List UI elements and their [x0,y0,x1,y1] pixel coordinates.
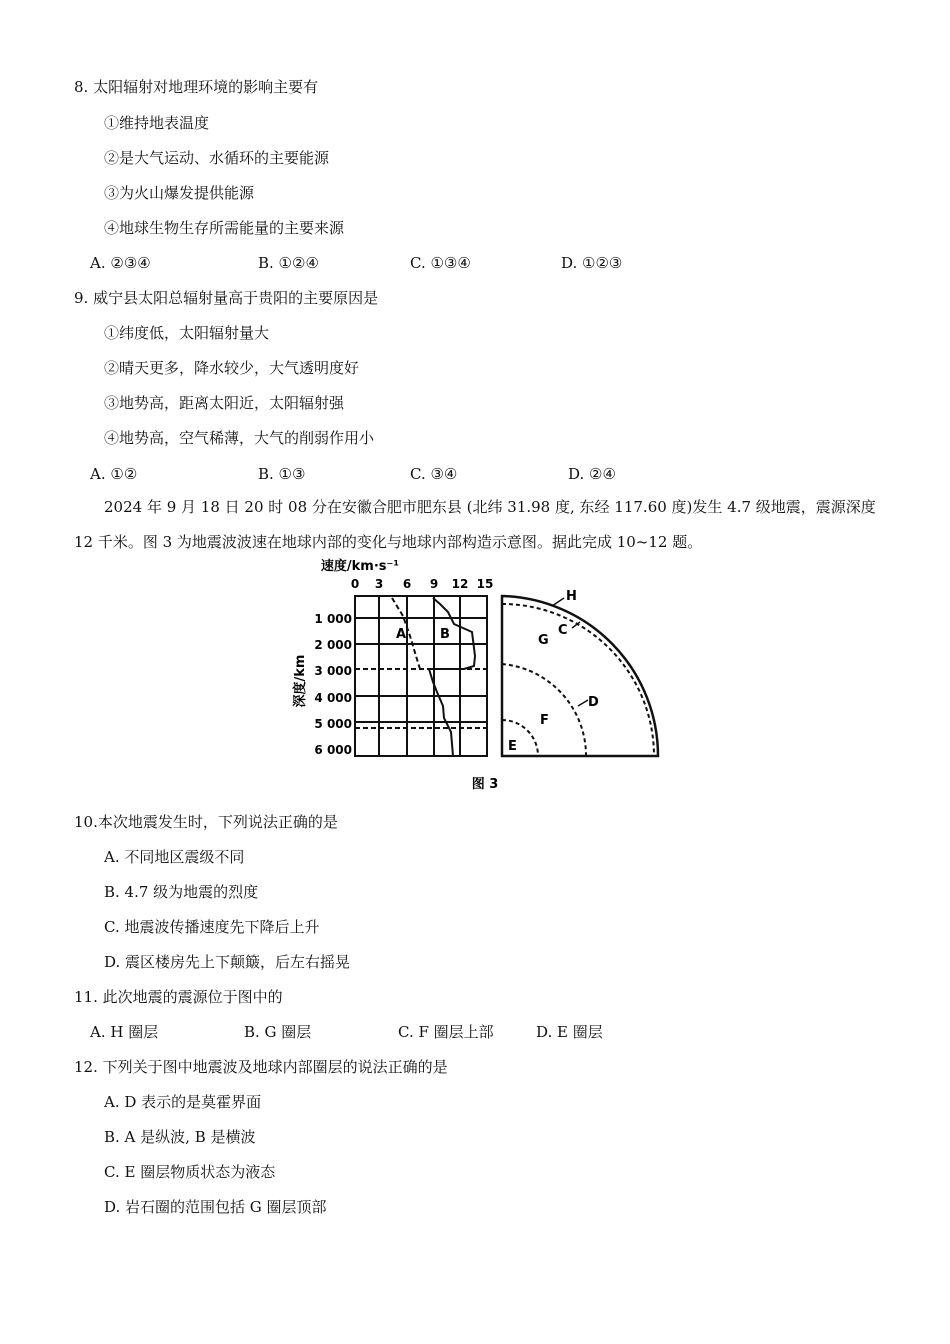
q8-option-a[interactable]: A. ②③④ [90,254,151,272]
q12-option-b[interactable]: B. A 是纵波, B 是横波 [104,1128,256,1146]
q9-option-c[interactable]: C. ③④ [410,465,458,483]
q9-stem: 9. 威宁县太阳总辐射量高于贵阳的主要原因是 [74,289,379,307]
q12-option-d[interactable]: D. 岩石圈的范围包括 G 圈层顶部 [104,1198,327,1216]
y-tick: 1 000 [314,612,352,626]
q9-option-d[interactable]: D. ②④ [568,465,616,483]
q9-item-1: ①纬度低，太阳辐射量大 [104,324,270,342]
y-tick: 2 000 [314,638,352,652]
y-axis-title: 深度/km [293,654,308,708]
layer-label-h: H [566,589,577,604]
q10-stem: 10.本次地震发生时，下列说法正确的是 [74,813,338,831]
moho-boundary [502,604,654,756]
layer-label-g: G [538,633,549,648]
q11-stem: 11. 此次地震的震源位于图中的 [74,988,283,1006]
x-tick: 9 [429,577,439,591]
y-tick: 5 000 [314,717,352,731]
wave-label-b: B [440,627,450,642]
q8-option-b[interactable]: B. ①②④ [258,254,319,272]
q8-item-4: ④地球生物生存所需能量的主要来源 [104,219,345,237]
x-tick: 15 [476,577,494,591]
y-tick: 6 000 [314,743,352,757]
x-tick: 0 [350,577,360,591]
q9-item-4: ④地势高，空气稀薄，大气的削弱作用小 [104,429,375,447]
q10-option-b[interactable]: B. 4.7 级为地震的烈度 [104,883,259,901]
q10-option-a[interactable]: A. 不同地区震级不同 [104,848,245,866]
y-tick: 3 000 [314,664,352,678]
q10-option-d[interactable]: D. 震区楼房先上下颠簸，后左右摇晃 [104,953,351,971]
figure-3 [290,556,670,796]
x-axis-title: 速度/km·s⁻¹ [320,559,400,574]
q12-option-c[interactable]: C. E 圈层物质状态为液态 [104,1163,276,1181]
figure-caption: 图 3 [471,777,499,792]
q8-item-2: ②是大气运动、水循环的主要能源 [104,149,330,167]
q11-option-a[interactable]: A. H 圈层 [90,1023,159,1041]
q10-option-c[interactable]: C. 地震波传播速度先下降后上升 [104,918,320,936]
layer-label-e: E [508,739,517,754]
q9-option-b[interactable]: B. ①③ [258,465,306,483]
layer-label-c: C [558,623,568,638]
q8-option-d[interactable]: D. ①②③ [561,254,623,272]
earth-quarter-outline [502,596,658,756]
q8-item-3: ③为火山爆发提供能源 [104,184,255,202]
q8-stem: 8. 太阳辐射对地理环境的影响主要有 [74,78,319,96]
q8-item-1: ①维持地表温度 [104,114,210,132]
x-tick: 12 [451,577,469,591]
q9-item-3: ③地势高，距离太阳近，太阳辐射强 [104,394,345,412]
q12-stem: 12. 下列关于图中地震波及地球内部圈层的说法正确的是 [74,1058,448,1076]
q11-option-c[interactable]: C. F 圈层上部 [398,1023,494,1041]
p-wave-curve [429,598,475,756]
q11-option-d[interactable]: D. E 圈层 [536,1023,603,1041]
intro-paragraph: 2024 年 9 月 18 日 20 时 08 分在安徽合肥市肥东县 (北纬 31.98 度, 东经 117.60 度)发生 4.7 级地震，震源深度 12 千米。图 3 为地震波波速在地球内部的变化与地球内部构造示意图。据此完成 10~12 题。 [74,498,876,551]
velocity-grid [355,596,487,756]
x-tick: 6 [402,577,412,591]
q9-option-a[interactable]: A. ①② [90,465,138,483]
q11-option-b[interactable]: B. G 圈层 [244,1023,312,1041]
q8-option-c[interactable]: C. ①③④ [410,254,471,272]
y-tick: 4 000 [314,691,352,705]
layer-label-d: D [588,695,599,710]
q12-option-a[interactable]: A. D 表示的是莫霍界面 [104,1093,262,1111]
x-tick: 3 [374,577,384,591]
wave-label-a: A [396,627,407,642]
layer-label-f: F [540,713,549,728]
q9-item-2: ②晴天更多，降水较少，大气透明度好 [104,359,360,377]
